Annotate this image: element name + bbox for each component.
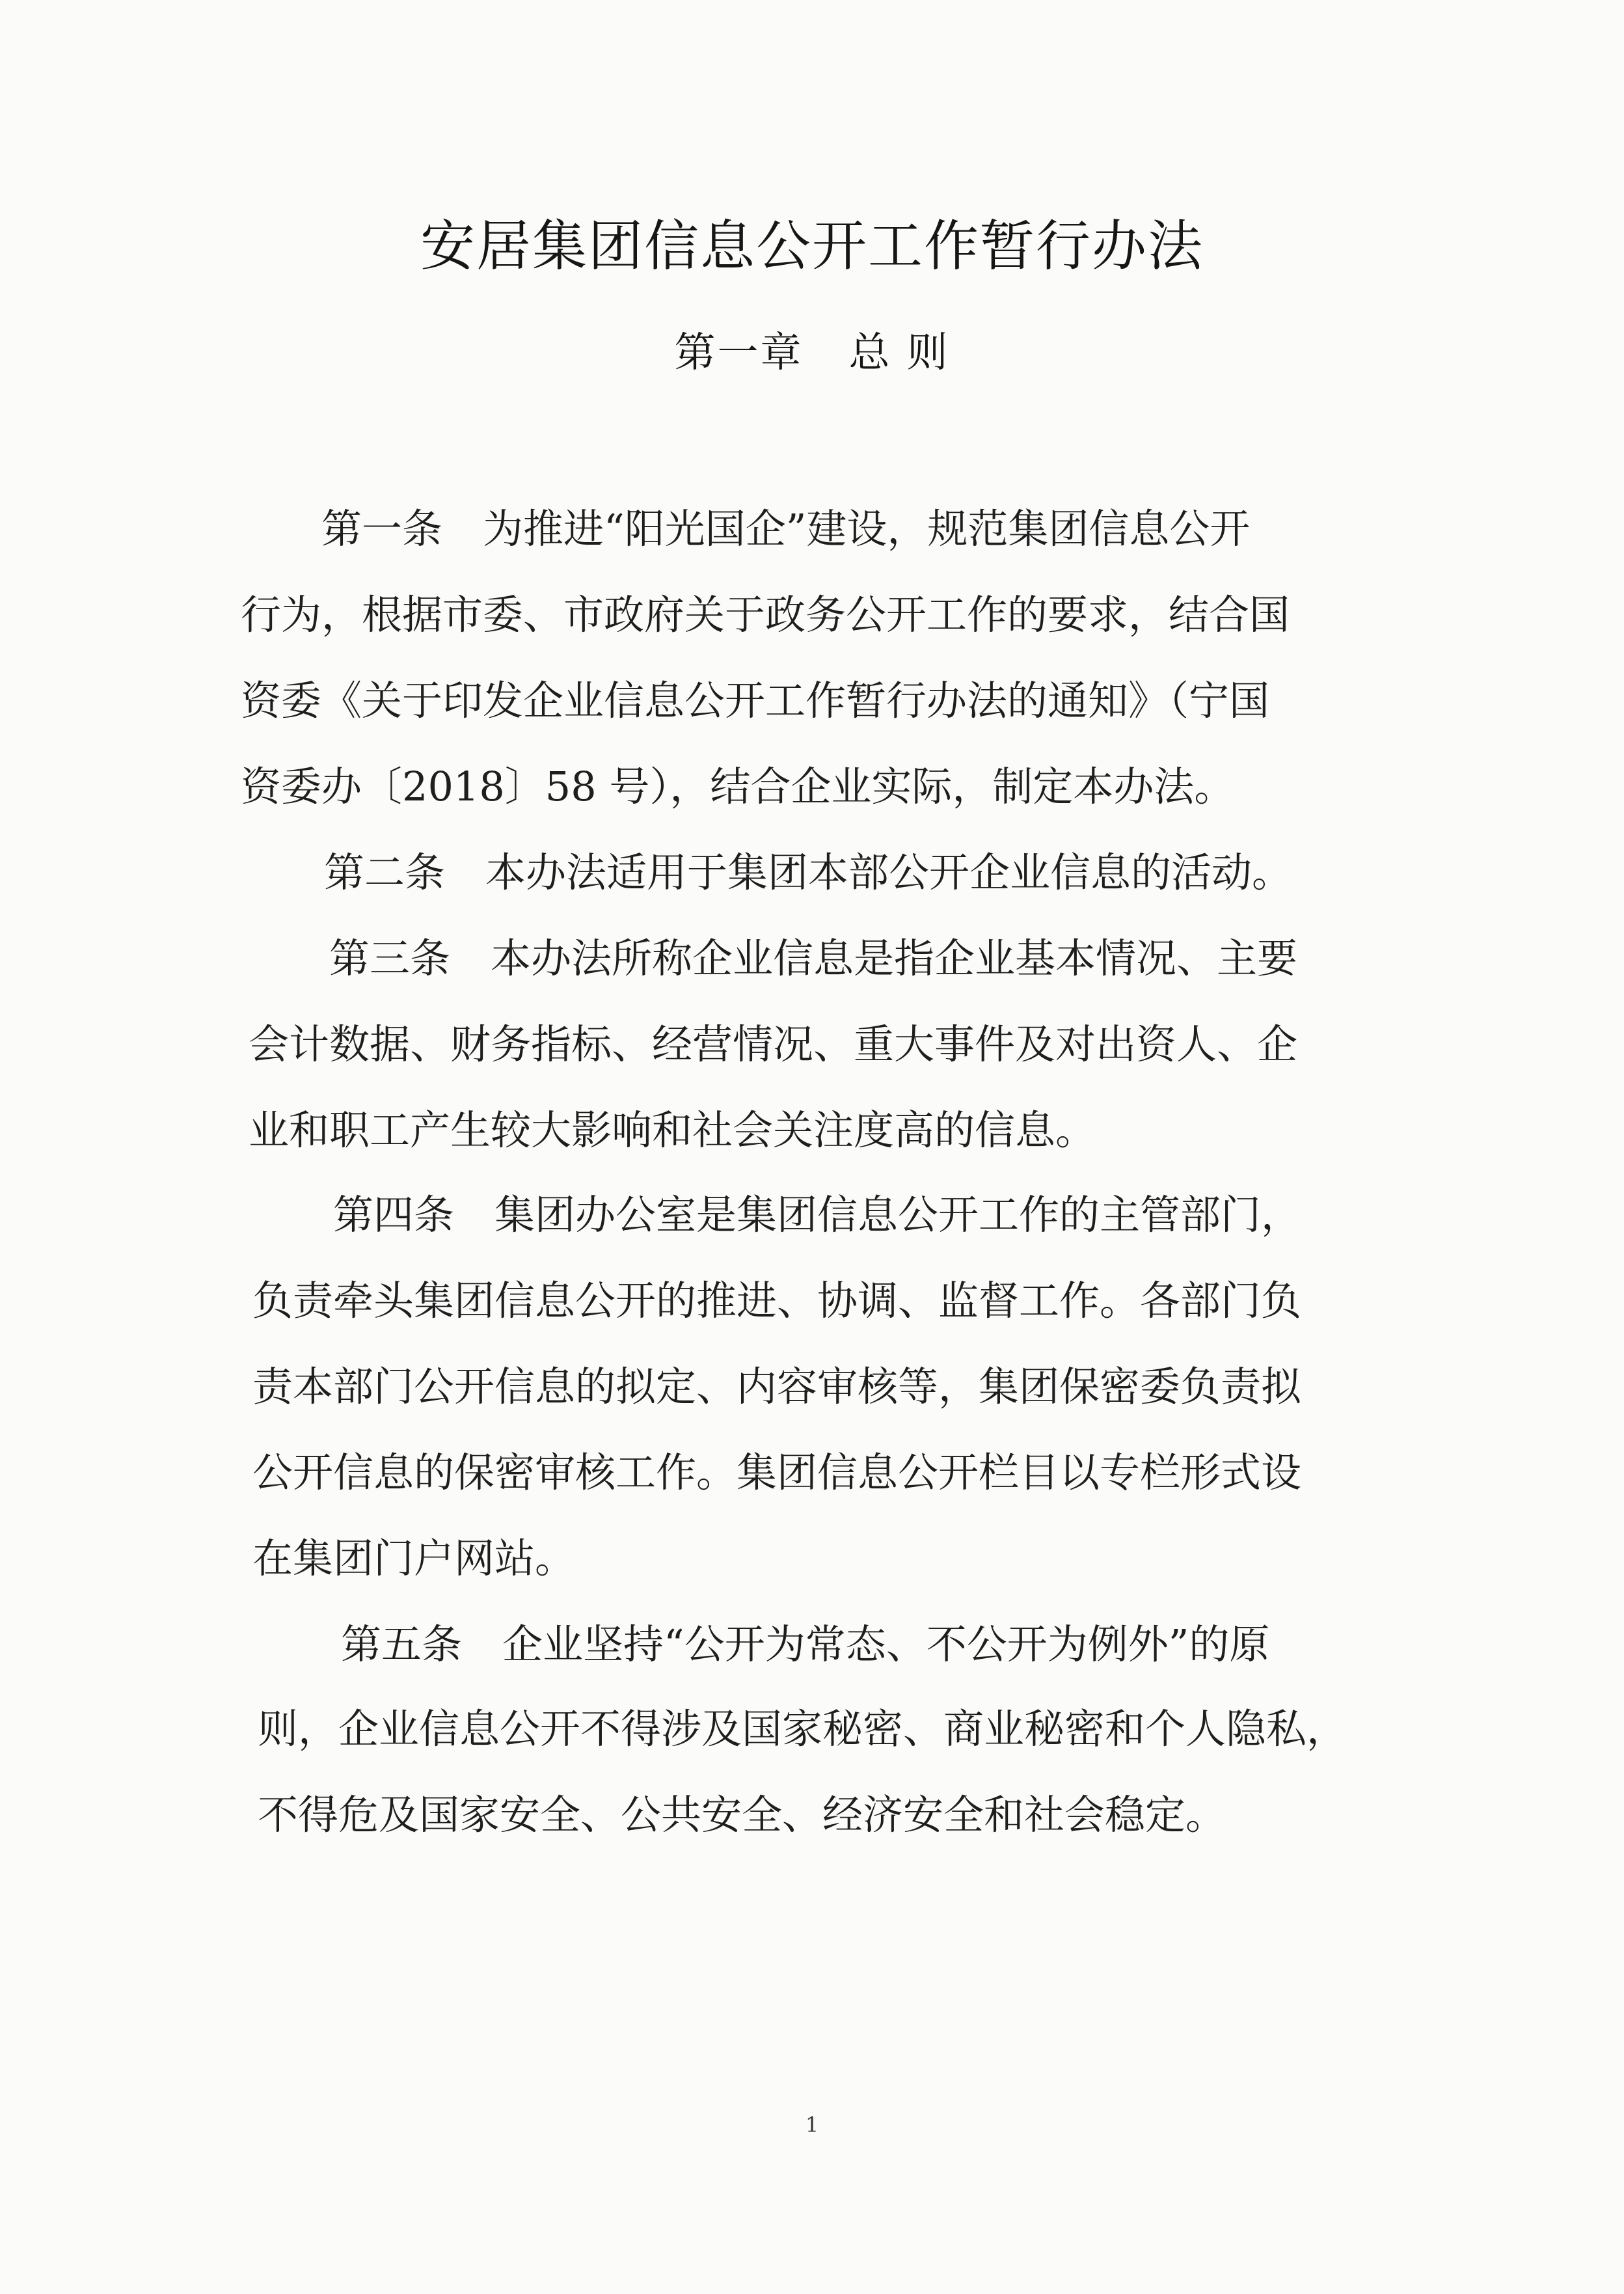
text-line: 在集团门户网站。 xyxy=(252,1535,576,1582)
text-line: 第五条 企业坚持“公开为常态、不公开为例外”的原 xyxy=(341,1620,1270,1668)
text-line: 负责牵头集团信息公开的推进、协调、监督工作。各部门负 xyxy=(252,1277,1302,1324)
text-line: 会计数据、财务指标、经营情况、重大事件及对出资人、企 xyxy=(249,1020,1298,1068)
text-line: 资委办〔2018〕58 号），结合企业实际，制定本办法。 xyxy=(241,763,1235,810)
document-title: 安居集团信息公开工作暂行办法 xyxy=(420,214,1204,278)
text-line: 不得危及国家安全、公共安全、经济安全和社会稳定。 xyxy=(258,1791,1226,1838)
text-line: 第二条 本办法适用于集团本部公开企业信息的活动。 xyxy=(324,849,1293,896)
text-line: 责本部门公开信息的拟定、内容审核等，集团保密委负责拟 xyxy=(252,1363,1302,1410)
page-number: 1 xyxy=(805,2112,819,2137)
chapter-number: 第一章 xyxy=(674,329,804,376)
chapter-name: 总 则 xyxy=(848,329,950,376)
chapter-heading xyxy=(0,320,1624,385)
text-line: 资委《关于印发企业信息公开工作暂行办法的通知》（宁国 xyxy=(241,677,1270,724)
text-line: 公开信息的保密审核工作。集团信息公开栏目以专栏形式设 xyxy=(252,1449,1302,1496)
text-line: 第三条 本办法所称企业信息是指企业基本情况、主要 xyxy=(329,935,1298,982)
text-line: 业和职工产生较大影响和社会关注度高的信息。 xyxy=(249,1106,1096,1154)
text-line: 第四条 集团办公室是集团信息公开工作的主管部门， xyxy=(333,1191,1302,1238)
text-line: 则，企业信息公开不得涉及国家秘密、商业秘密和个人隐私， xyxy=(258,1705,1347,1753)
text-line: 第一条 为推进“阳光国企”建设，规范集团信息公开 xyxy=(321,505,1251,553)
text-line: 行为，根据市委、市政府关于政务公开工作的要求，结合国 xyxy=(241,591,1290,638)
